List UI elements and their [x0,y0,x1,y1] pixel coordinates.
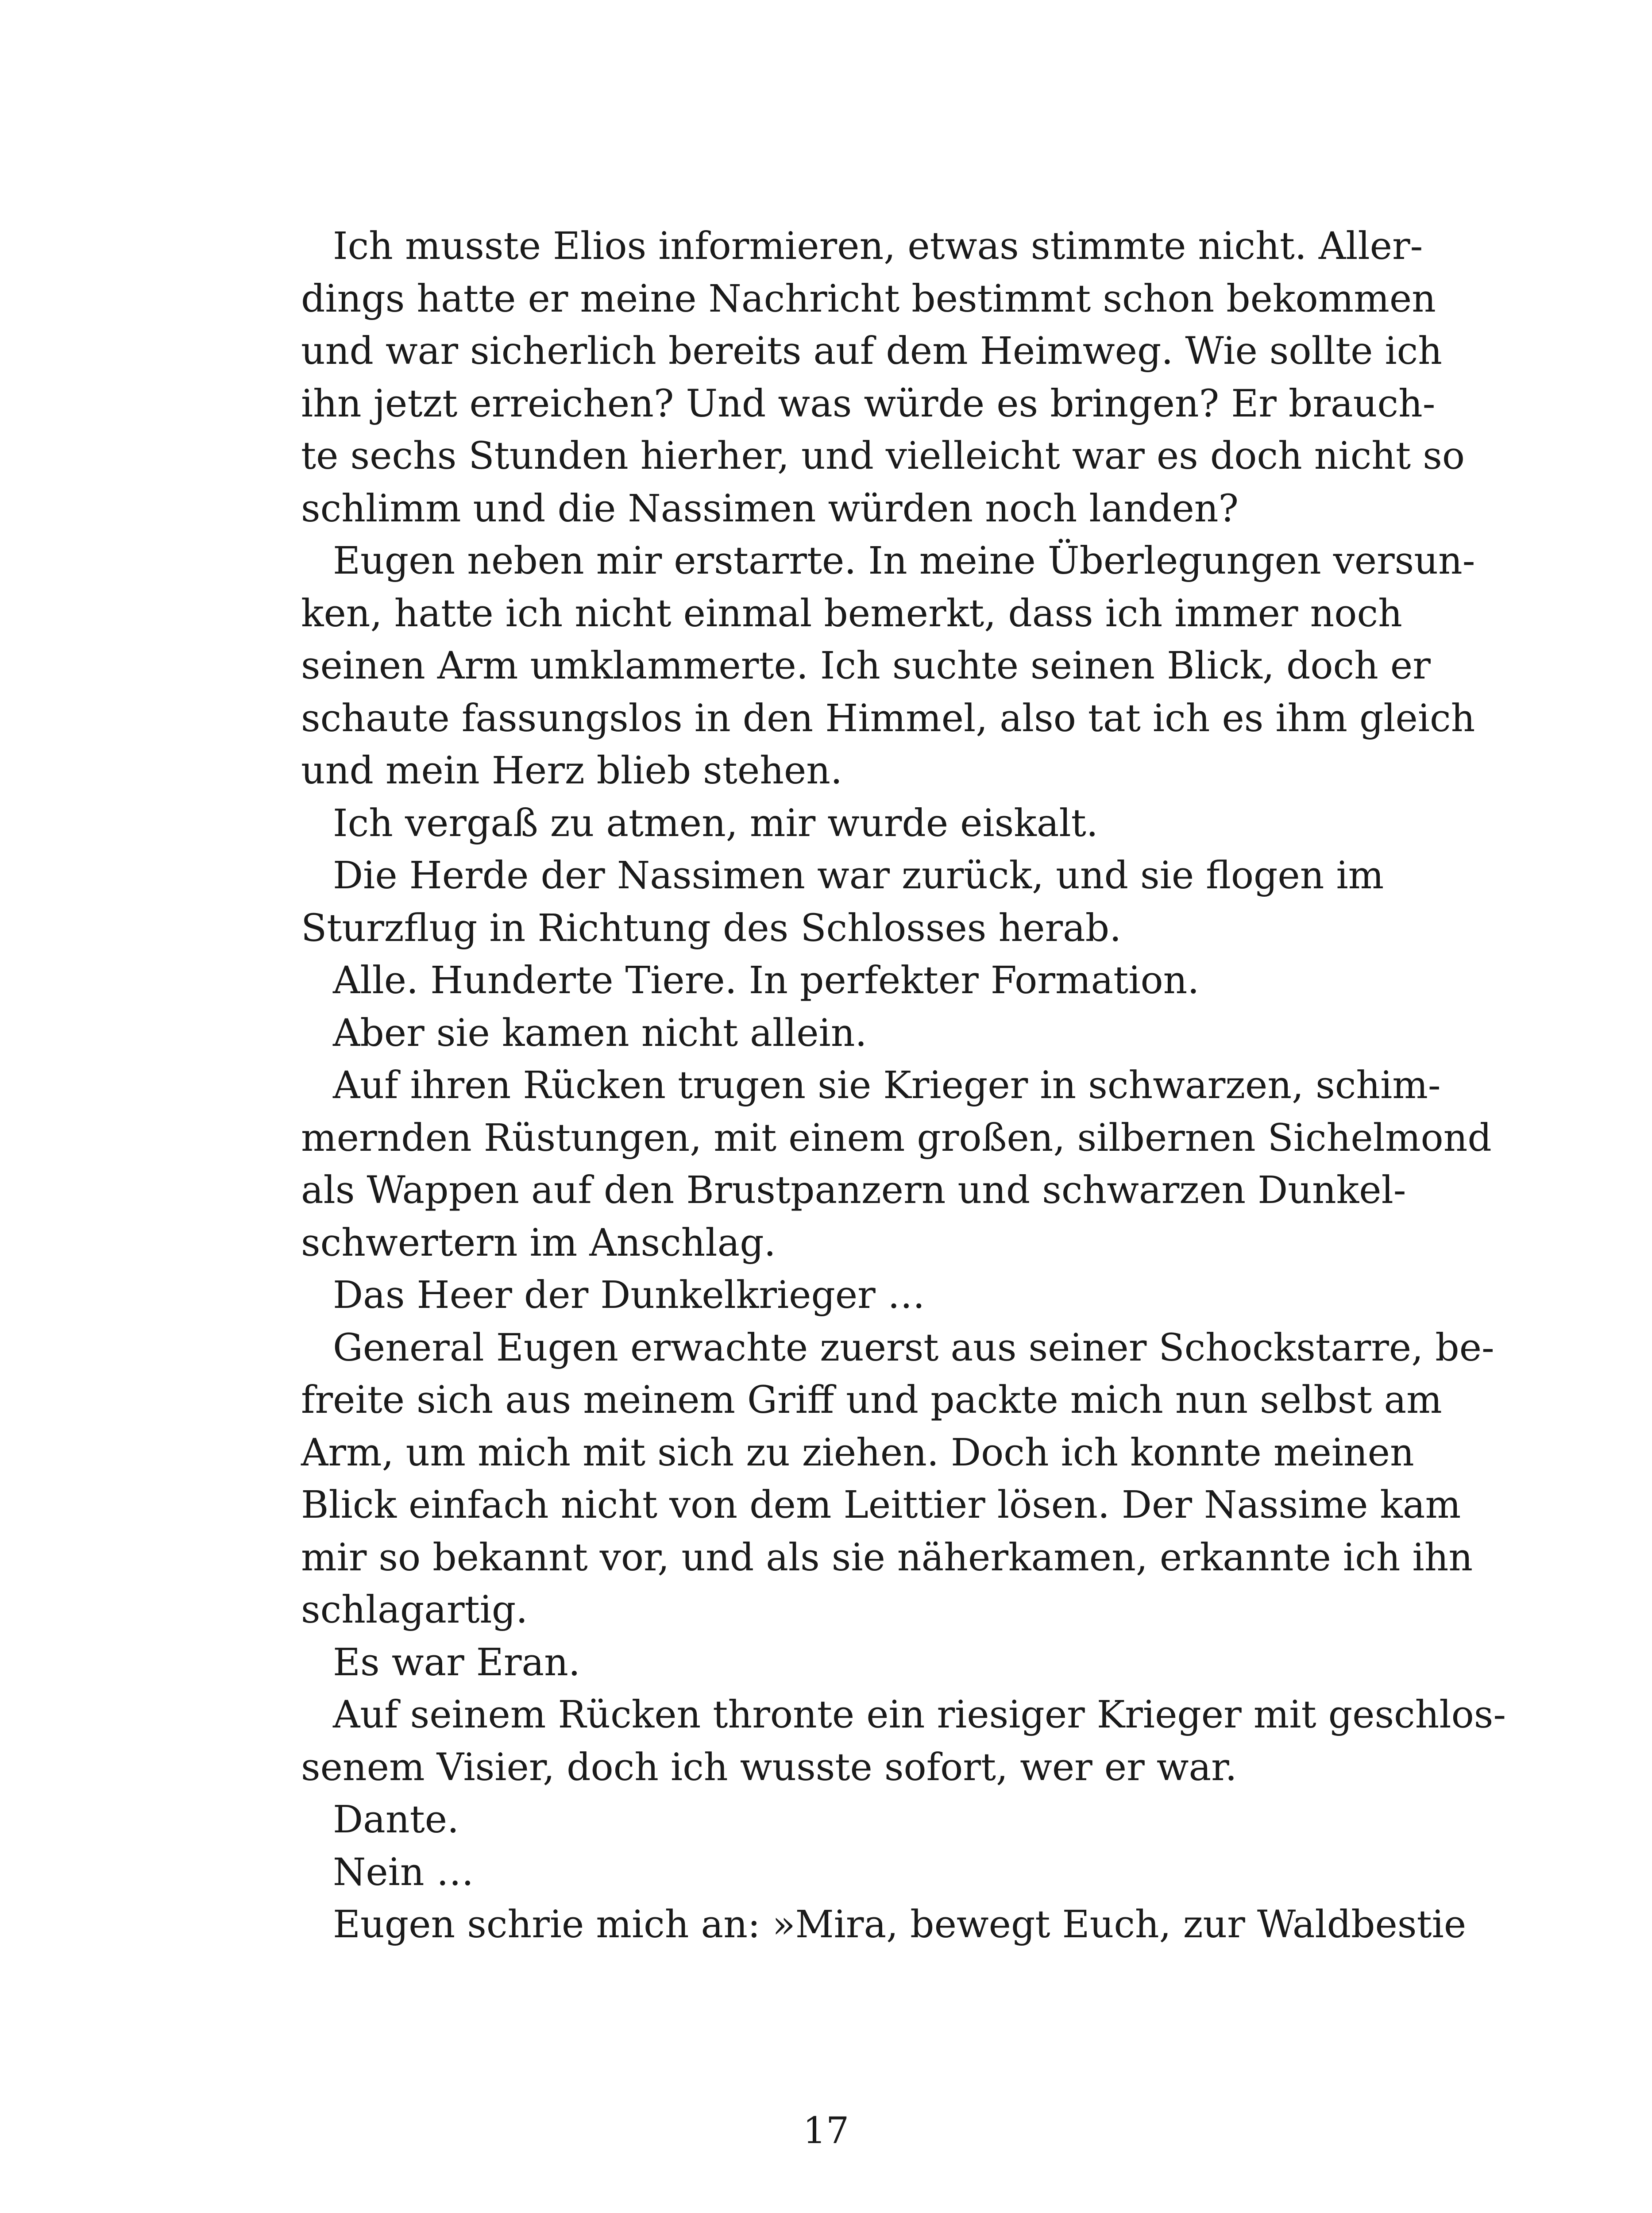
text-line: schlagartig. [301,1588,528,1632]
text-line: schaute fassungslos in den Himmel, also tat ich es ihm gleich [301,696,1475,740]
text-line: Arm, um mich mit sich zu ziehen. Doch ich konnte meinen [301,1430,1414,1475]
text-line: Auf ihren Rücken trugen sie Krieger in schwarzen, schim- [333,1064,1441,1107]
text-line: freite sich aus meinem Griff und packte mich nun selbst am [301,1378,1442,1422]
text-line: Eugen neben mir erstarrte. In meine Überlegungen versun- [333,539,1475,583]
text-line: Nein … [333,1850,474,1894]
text-line: mir so bekannt vor, und als sie näherkamen, erkannte ich ihn [301,1535,1473,1580]
text-line: ken, hatte ich nicht einmal bemerkt, dass ich immer noch [301,591,1402,636]
text-line: Das Heer der Dunkelkrieger … [333,1273,925,1317]
text-line: mernden Rüstungen, mit einem großen, silbernen Sichelmond [301,1116,1492,1160]
text-line: Alle. Hunderte Tiere. In perfekter Formation. [333,959,1200,1002]
text-line: und mein Herz blieb stehen. [301,749,843,793]
text-line: te sechs Stunden hierher, und vielleicht war es doch nicht so [301,434,1465,478]
text-line: ihn jetzt erreichen? Und was würde es bringen? Er brauch- [301,382,1436,426]
text-line: Es war Eran. [333,1640,580,1685]
text-line: und war sicherlich bereits auf dem Heimweg. Wie sollte ich [301,329,1442,373]
text-line: als Wappen auf den Brustpanzern und schwarzen Dunkel- [301,1168,1406,1212]
body-text [301,220,1506,1951]
text-line: Ich musste Elios informieren, etwas stimmte nicht. Aller- [333,224,1423,268]
text-line: schwertern im Anschlag. [301,1221,776,1265]
text-line: Eugen schrie mich an: »Mira, bewegt Euch, zur Waldbestie [333,1903,1467,1947]
text-line: Sturzflug in Richtung des Schlosses herab. [301,906,1122,950]
text-line: Dante. [333,1798,459,1842]
text-line: Blick einfach nicht von dem Leittier lösen. Der Nassime kam [301,1483,1461,1527]
text-line: Auf seinem Rücken thronte ein riesiger Krieger mit geschlos- [333,1693,1506,1737]
text-line: Aber sie kamen nicht allein. [333,1011,867,1055]
text-line: schlimm und die Nassimen würden noch landen? [301,486,1239,531]
text-line: Ich vergaß zu atmen, mir wurde eiskalt. [333,801,1098,845]
text-line: Die Herde der Nassimen war zurück, und sie flogen im [333,854,1384,898]
text-line: seinen Arm umklammerte. Ich suchte seinen Blick, doch er [301,644,1431,688]
text-line: General Eugen erwachte zuerst aus seiner Schockstarre, be- [333,1326,1494,1370]
text-line: senem Visier, doch ich wusste sofort, wer er war. [301,1745,1237,1789]
page-number: 17 [803,2110,849,2152]
text-line: dings hatte er meine Nachricht bestimmt schon bekommen [301,277,1436,321]
